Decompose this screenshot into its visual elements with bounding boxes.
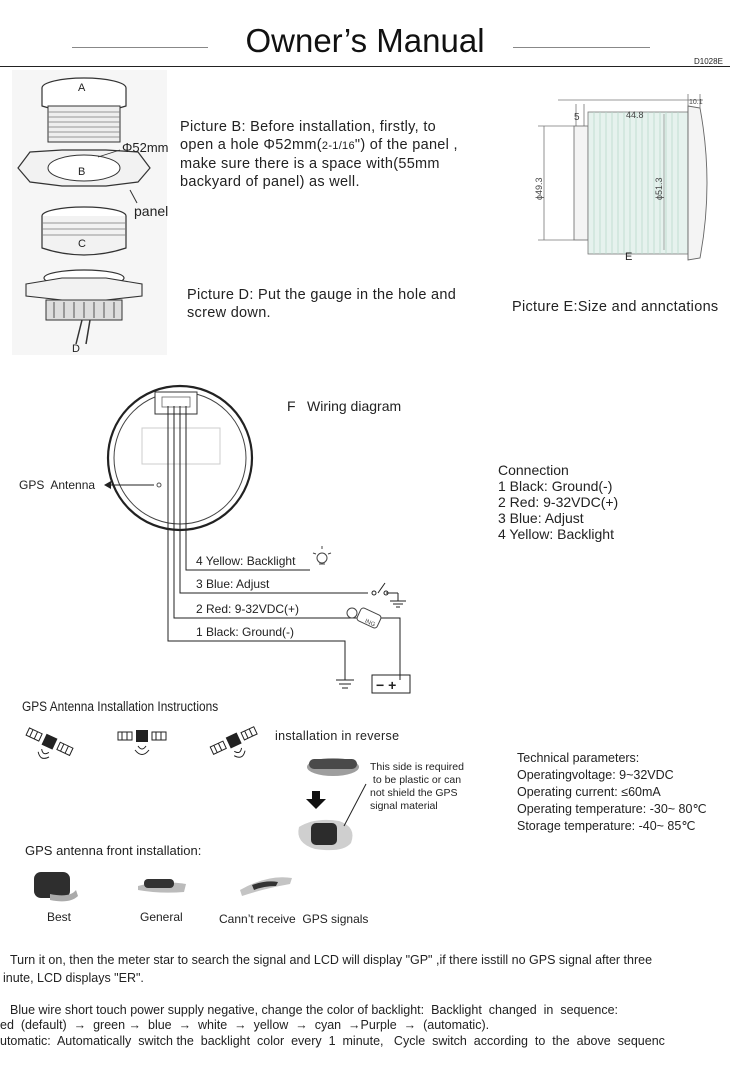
title-rule-right bbox=[513, 47, 650, 48]
front-option-no-signal: Cann’t receive GPS signals bbox=[219, 912, 369, 926]
wire-blue-label: 3 Blue: Adjust bbox=[196, 577, 270, 591]
connection-title: Connection bbox=[498, 462, 569, 478]
connection-item: 4 Yellow: Backlight bbox=[498, 526, 614, 542]
mounting-nut-c bbox=[42, 207, 126, 255]
technical-item: Operating current: ≤60mA bbox=[517, 785, 661, 799]
satellite-icon bbox=[20, 726, 74, 768]
note-line-2: inute, LCD displays "ER". bbox=[3, 971, 144, 985]
picture-d-line1: Picture D: Put the gauge in the hole and bbox=[187, 287, 457, 303]
dim-top: 10.1 bbox=[689, 99, 703, 106]
label-a: A bbox=[78, 82, 86, 94]
front-install-figures bbox=[30, 868, 300, 908]
wire-red-label: 2 Red: 9-32VDC(+) bbox=[196, 602, 300, 616]
header-divider bbox=[0, 66, 730, 67]
backlight-bulb-icon bbox=[313, 546, 331, 564]
technical-title: Technical parameters: bbox=[517, 751, 640, 765]
picture-b-line2: open a hole Φ52mm(2-1/16") of the panel , bbox=[180, 137, 458, 153]
gps-antenna-label: GPS Antenna bbox=[19, 478, 96, 492]
document-code: D1028E bbox=[694, 57, 723, 66]
page-title: Owner’s Manual bbox=[245, 22, 485, 59]
wire-black-label: 1 Black: Ground(-) bbox=[196, 625, 295, 639]
picture-d-text bbox=[187, 286, 497, 322]
note-line-1: Turn it on, then the meter star to search the signal and LCD will display "GP" ,if there isstill no GPS signal after three bbox=[10, 953, 653, 967]
title-rule-left bbox=[72, 47, 208, 48]
technical-item: Storage temperature: -40~ 85℃ bbox=[517, 819, 696, 833]
connection-list bbox=[498, 462, 618, 542]
picture-b-text bbox=[180, 118, 500, 191]
wiring-title: Wiring diagram bbox=[307, 398, 402, 414]
label-b: B bbox=[78, 166, 86, 178]
size-drawing-e bbox=[528, 90, 730, 270]
technical-parameters bbox=[517, 750, 707, 835]
dim-diameter-inner: ϕ51.3 bbox=[654, 177, 664, 200]
note-pointer-line bbox=[340, 782, 370, 830]
antenna-no-signal bbox=[240, 877, 292, 896]
gps-install-title: GPS Antenna Installation Instructions bbox=[22, 699, 219, 714]
dim-diameter-outer: ϕ49.3 bbox=[534, 177, 544, 200]
note-line-3: Blue wire short touch power supply negative, change the color of backlight: Backlight changed in sequence: bbox=[10, 1003, 619, 1017]
gauge-body-a bbox=[42, 78, 126, 142]
technical-item: Operating temperature: -30~ 80℃ bbox=[517, 802, 707, 816]
picture-b-fraction: 2-1/16 bbox=[321, 140, 355, 152]
picture-d-line2: screw down. bbox=[187, 305, 271, 321]
wire-yellow-label: 4 Yellow: Backlight bbox=[196, 554, 296, 568]
dim-bezel: 5 bbox=[574, 112, 580, 123]
antenna-general bbox=[138, 879, 186, 893]
picture-e-caption: Picture E:Size and annctations bbox=[512, 299, 719, 315]
picture-b-line3: make sure there is a space with(55mm bbox=[180, 156, 440, 172]
front-option-best: Best bbox=[47, 910, 72, 924]
antenna-best bbox=[34, 872, 78, 901]
connection-item: 1 Black: Ground(-) bbox=[498, 478, 613, 494]
connection-item: 2 Red: 9-32VDC(+) bbox=[498, 494, 619, 510]
installation-parts-figure bbox=[12, 70, 177, 360]
note-line-4: ed (default) → green → blue → white → yellow → cyan →Purple → (automatic). bbox=[0, 1018, 490, 1032]
ignition-label: ING bbox=[363, 618, 376, 629]
panel-label: panel bbox=[134, 203, 169, 219]
ignition-key-icon bbox=[347, 607, 382, 629]
label-c: C bbox=[78, 238, 86, 250]
note-line-5: utomatic: Automatically switch the backlight color every 1 minute, Cycle switch according to the above sequenc bbox=[0, 1034, 665, 1048]
picture-b-line4: backyard of panel) as well. bbox=[180, 174, 360, 190]
satellite-icons bbox=[15, 722, 275, 772]
technical-item: Operatingvoltage: 9~32VDC bbox=[517, 768, 674, 782]
dim-depth: 44.8 bbox=[626, 110, 644, 120]
battery-label: − + bbox=[376, 677, 397, 693]
wiring-diagram bbox=[0, 370, 500, 700]
wiring-f-label: F bbox=[287, 398, 296, 414]
satellite-icon bbox=[209, 725, 263, 767]
label-e: E bbox=[625, 251, 633, 263]
hole-dimension: Φ52mm bbox=[122, 140, 169, 155]
label-d: D bbox=[72, 343, 80, 355]
connection-item: 3 Blue: Adjust bbox=[498, 510, 584, 526]
satellite-icon bbox=[118, 730, 166, 755]
reverse-install-title: installation in reverse bbox=[275, 729, 400, 743]
front-option-general: General bbox=[140, 910, 183, 924]
picture-b-line1: Picture B: Before installation, firstly, to bbox=[180, 119, 437, 135]
reverse-install-note: This side is required to be plastic or can not shield the GPS signal material bbox=[370, 761, 464, 812]
front-install-title: GPS antenna front installation: bbox=[25, 843, 202, 858]
